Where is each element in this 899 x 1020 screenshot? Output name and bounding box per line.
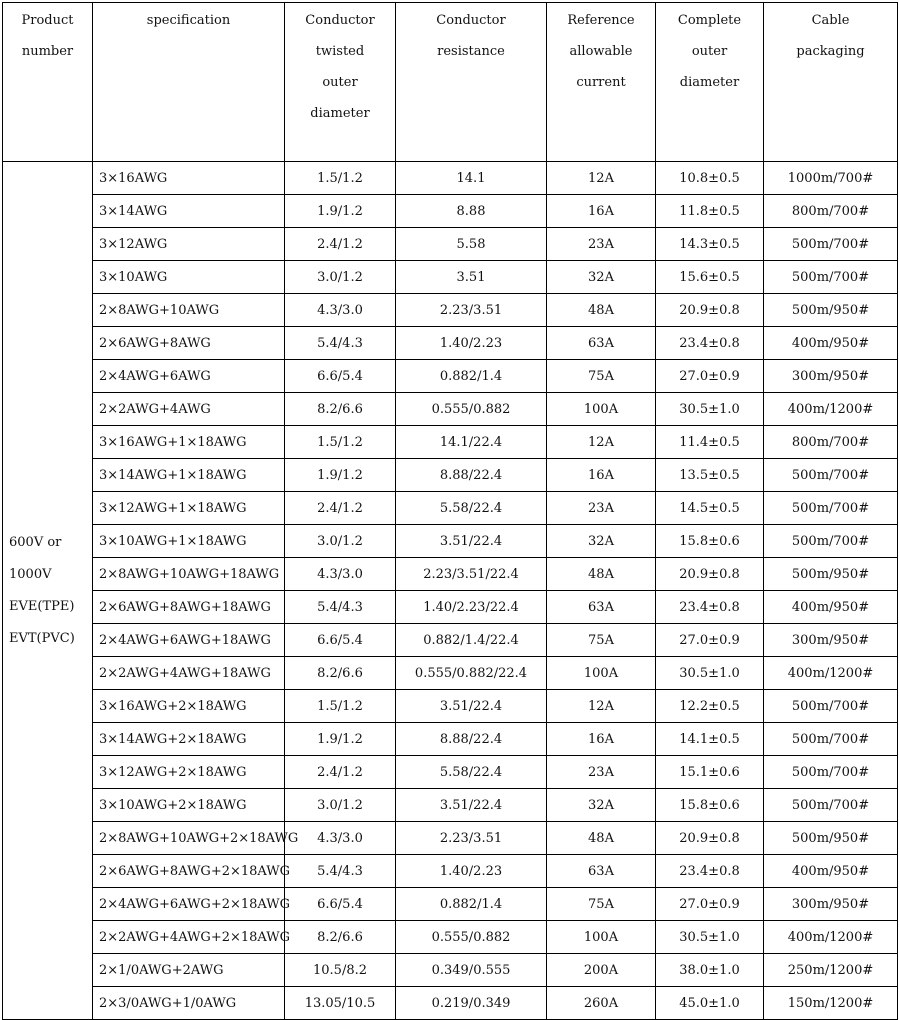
resistance-cell: 0.349/0.555 (396, 954, 547, 987)
table-row (3, 987, 898, 1020)
table-row (3, 525, 898, 558)
packaging-cell: 400m/950# (764, 591, 898, 624)
outer-diameter-cell: 14.5±0.5 (656, 492, 764, 525)
packaging-cell: 500m/950# (764, 294, 898, 327)
resistance-cell: 0.555/0.882 (396, 921, 547, 954)
specification-cell: 2×2AWG+4AWG+2×18AWG (93, 921, 285, 954)
twisted-diameter-cell: 6.6/5.4 (285, 888, 396, 921)
current-cell: 32A (547, 525, 656, 558)
table-row (3, 888, 898, 921)
specification-cell: 2×4AWG+6AWG+2×18AWG (93, 888, 285, 921)
specification-cell: 2×6AWG+8AWG+2×18AWG (93, 855, 285, 888)
resistance-cell: 0.555/0.882 (396, 393, 547, 426)
resistance-cell: 0.555/0.882/22.4 (396, 657, 547, 690)
product-number-cell (3, 162, 93, 1020)
resistance-cell: 8.88 (396, 195, 547, 228)
table-row (3, 327, 898, 360)
specification-cell: 2×2AWG+4AWG (93, 393, 285, 426)
resistance-cell: 14.1 (396, 162, 547, 195)
table-row (3, 195, 898, 228)
header-complete-outer-diameter: Complete outer diameter (656, 3, 764, 162)
specification-cell: 3×10AWG (93, 261, 285, 294)
specification-cell: 2×4AWG+6AWG (93, 360, 285, 393)
current-cell: 16A (547, 459, 656, 492)
packaging-cell: 500m/700# (764, 756, 898, 789)
packaging-cell: 300m/950# (764, 360, 898, 393)
twisted-diameter-cell: 6.6/5.4 (285, 360, 396, 393)
packaging-cell: 500m/700# (764, 459, 898, 492)
current-cell: 12A (547, 426, 656, 459)
outer-diameter-cell: 20.9±0.8 (656, 294, 764, 327)
outer-diameter-cell: 30.5±1.0 (656, 921, 764, 954)
specification-cell: 3×12AWG+1×18AWG (93, 492, 285, 525)
current-cell: 48A (547, 294, 656, 327)
twisted-diameter-cell: 10.5/8.2 (285, 954, 396, 987)
twisted-diameter-cell: 1.5/1.2 (285, 690, 396, 723)
packaging-cell: 500m/950# (764, 558, 898, 591)
outer-diameter-cell: 10.8±0.5 (656, 162, 764, 195)
packaging-cell: 800m/700# (764, 195, 898, 228)
current-cell: 16A (547, 723, 656, 756)
resistance-cell: 0.882/1.4 (396, 360, 547, 393)
twisted-diameter-cell: 2.4/1.2 (285, 756, 396, 789)
header-conductor-resistance: Conductor resistance (396, 3, 547, 162)
current-cell: 32A (547, 261, 656, 294)
specification-cell: 2×8AWG+10AWG+2×18AWG (93, 822, 285, 855)
resistance-cell: 1.40/2.23/22.4 (396, 591, 547, 624)
twisted-diameter-cell: 3.0/1.2 (285, 525, 396, 558)
current-cell: 100A (547, 921, 656, 954)
table-body (3, 162, 898, 1020)
packaging-cell: 400m/950# (764, 855, 898, 888)
twisted-diameter-cell: 1.9/1.2 (285, 723, 396, 756)
twisted-diameter-cell: 1.5/1.2 (285, 426, 396, 459)
twisted-diameter-cell: 1.9/1.2 (285, 195, 396, 228)
header-specification: specification (93, 3, 285, 162)
product-line: EVE(TPE) (9, 598, 75, 614)
outer-diameter-cell: 15.8±0.6 (656, 789, 764, 822)
table-row (3, 822, 898, 855)
twisted-diameter-cell: 13.05/10.5 (285, 987, 396, 1020)
twisted-diameter-cell: 4.3/3.0 (285, 558, 396, 591)
specification-cell: 2×4AWG+6AWG+18AWG (93, 624, 285, 657)
current-cell: 23A (547, 492, 656, 525)
current-cell: 48A (547, 822, 656, 855)
twisted-diameter-cell: 5.4/4.3 (285, 855, 396, 888)
twisted-diameter-cell: 1.9/1.2 (285, 459, 396, 492)
specification-cell: 2×6AWG+8AWG (93, 327, 285, 360)
current-cell: 200A (547, 954, 656, 987)
table-row (3, 855, 898, 888)
outer-diameter-cell: 23.4±0.8 (656, 591, 764, 624)
resistance-cell: 3.51/22.4 (396, 789, 547, 822)
twisted-diameter-cell: 1.5/1.2 (285, 162, 396, 195)
resistance-cell: 8.88/22.4 (396, 723, 547, 756)
twisted-diameter-cell: 4.3/3.0 (285, 822, 396, 855)
table-row (3, 393, 898, 426)
table-row (3, 789, 898, 822)
current-cell: 48A (547, 558, 656, 591)
packaging-cell: 300m/950# (764, 624, 898, 657)
product-line: 600V or (9, 534, 62, 550)
current-cell: 63A (547, 327, 656, 360)
specification-cell: 3×14AWG+1×18AWG (93, 459, 285, 492)
packaging-cell: 400m/1200# (764, 393, 898, 426)
table-row (3, 459, 898, 492)
packaging-cell: 300m/950# (764, 888, 898, 921)
outer-diameter-cell: 12.2±0.5 (656, 690, 764, 723)
specification-cell: 3×10AWG+1×18AWG (93, 525, 285, 558)
outer-diameter-cell: 15.1±0.6 (656, 756, 764, 789)
resistance-cell: 3.51/22.4 (396, 525, 547, 558)
twisted-diameter-cell: 5.4/4.3 (285, 591, 396, 624)
current-cell: 75A (547, 624, 656, 657)
packaging-cell: 1000m/700# (764, 162, 898, 195)
packaging-cell: 500m/950# (764, 822, 898, 855)
outer-diameter-cell: 45.0±1.0 (656, 987, 764, 1020)
current-cell: 32A (547, 789, 656, 822)
outer-diameter-cell: 23.4±0.8 (656, 327, 764, 360)
twisted-diameter-cell: 3.0/1.2 (285, 261, 396, 294)
specification-cell: 3×16AWG+2×18AWG (93, 690, 285, 723)
packaging-cell: 500m/700# (764, 789, 898, 822)
table-row (3, 426, 898, 459)
packaging-cell: 400m/1200# (764, 657, 898, 690)
specification-cell: 2×6AWG+8AWG+18AWG (93, 591, 285, 624)
table-header (3, 3, 898, 162)
specification-cell: 2×8AWG+10AWG (93, 294, 285, 327)
outer-diameter-cell: 27.0±0.9 (656, 624, 764, 657)
packaging-cell: 500m/700# (764, 723, 898, 756)
table-row (3, 162, 898, 195)
resistance-cell: 2.23/3.51 (396, 822, 547, 855)
current-cell: 75A (547, 360, 656, 393)
outer-diameter-cell: 30.5±1.0 (656, 393, 764, 426)
table-row (3, 591, 898, 624)
outer-diameter-cell: 30.5±1.0 (656, 657, 764, 690)
current-cell: 16A (547, 195, 656, 228)
outer-diameter-cell: 20.9±0.8 (656, 558, 764, 591)
twisted-diameter-cell: 3.0/1.2 (285, 789, 396, 822)
current-cell: 12A (547, 162, 656, 195)
current-cell: 23A (547, 756, 656, 789)
product-line: 1000V (9, 566, 52, 582)
current-cell: 12A (547, 690, 656, 723)
specification-cell: 3×16AWG+1×18AWG (93, 426, 285, 459)
resistance-cell: 0.882/1.4 (396, 888, 547, 921)
twisted-diameter-cell: 8.2/6.6 (285, 393, 396, 426)
table-row (3, 723, 898, 756)
outer-diameter-cell: 38.0±1.0 (656, 954, 764, 987)
packaging-cell: 150m/1200# (764, 987, 898, 1020)
twisted-diameter-cell: 8.2/6.6 (285, 921, 396, 954)
table-row (3, 756, 898, 789)
header-twisted-outer-diameter: Conductor twisted outer diameter (285, 3, 396, 162)
twisted-diameter-cell: 6.6/5.4 (285, 624, 396, 657)
outer-diameter-cell: 27.0±0.9 (656, 888, 764, 921)
packaging-cell: 250m/1200# (764, 954, 898, 987)
table-row (3, 228, 898, 261)
resistance-cell: 0.219/0.349 (396, 987, 547, 1020)
resistance-cell: 14.1/22.4 (396, 426, 547, 459)
table-row (3, 921, 898, 954)
outer-diameter-cell: 27.0±0.9 (656, 360, 764, 393)
current-cell: 63A (547, 591, 656, 624)
specification-cell: 2×1/0AWG+2AWG (93, 954, 285, 987)
current-cell: 75A (547, 888, 656, 921)
packaging-cell: 500m/700# (764, 261, 898, 294)
specification-cell: 3×14AWG+2×18AWG (93, 723, 285, 756)
header-allowable-current: Reference allowable current (547, 3, 656, 162)
packaging-cell: 500m/700# (764, 525, 898, 558)
outer-diameter-cell: 15.6±0.5 (656, 261, 764, 294)
twisted-diameter-cell: 4.3/3.0 (285, 294, 396, 327)
resistance-cell: 5.58 (396, 228, 547, 261)
current-cell: 100A (547, 393, 656, 426)
outer-diameter-cell: 11.8±0.5 (656, 195, 764, 228)
header-row (3, 3, 898, 162)
table-row (3, 624, 898, 657)
resistance-cell: 8.88/22.4 (396, 459, 547, 492)
specification-cell: 3×14AWG (93, 195, 285, 228)
specification-cell: 3×12AWG+2×18AWG (93, 756, 285, 789)
current-cell: 100A (547, 657, 656, 690)
current-cell: 23A (547, 228, 656, 261)
outer-diameter-cell: 13.5±0.5 (656, 459, 764, 492)
packaging-cell: 500m/700# (764, 492, 898, 525)
resistance-cell: 1.40/2.23 (396, 327, 547, 360)
twisted-diameter-cell: 5.4/4.3 (285, 327, 396, 360)
current-cell: 260A (547, 987, 656, 1020)
table-row (3, 954, 898, 987)
resistance-cell: 2.23/3.51 (396, 294, 547, 327)
outer-diameter-cell: 20.9±0.8 (656, 822, 764, 855)
packaging-cell: 400m/1200# (764, 921, 898, 954)
specification-cell: 3×16AWG (93, 162, 285, 195)
table-row (3, 261, 898, 294)
packaging-cell: 800m/700# (764, 426, 898, 459)
resistance-cell: 3.51 (396, 261, 547, 294)
specification-cell: 2×2AWG+4AWG+18AWG (93, 657, 285, 690)
twisted-diameter-cell: 2.4/1.2 (285, 228, 396, 261)
table-row (3, 492, 898, 525)
outer-diameter-cell: 11.4±0.5 (656, 426, 764, 459)
specification-cell: 2×3/0AWG+1/0AWG (93, 987, 285, 1020)
table-row (3, 294, 898, 327)
current-cell: 63A (547, 855, 656, 888)
outer-diameter-cell: 23.4±0.8 (656, 855, 764, 888)
table-row (3, 360, 898, 393)
specification-cell: 3×10AWG+2×18AWG (93, 789, 285, 822)
table-row (3, 558, 898, 591)
header-cable-packaging: Cable packaging (764, 3, 898, 162)
resistance-cell: 5.58/22.4 (396, 492, 547, 525)
packaging-cell: 500m/700# (764, 228, 898, 261)
outer-diameter-cell: 15.8±0.6 (656, 525, 764, 558)
resistance-cell: 5.58/22.4 (396, 756, 547, 789)
outer-diameter-cell: 14.3±0.5 (656, 228, 764, 261)
resistance-cell: 2.23/3.51/22.4 (396, 558, 547, 591)
outer-diameter-cell: 14.1±0.5 (656, 723, 764, 756)
header-product-number: Product number (3, 3, 93, 162)
resistance-cell: 3.51/22.4 (396, 690, 547, 723)
cable-spec-table (2, 2, 898, 1020)
twisted-diameter-cell: 8.2/6.6 (285, 657, 396, 690)
twisted-diameter-cell: 2.4/1.2 (285, 492, 396, 525)
resistance-cell: 1.40/2.23 (396, 855, 547, 888)
product-line: EVT(PVC) (9, 630, 75, 646)
packaging-cell: 400m/950# (764, 327, 898, 360)
specification-cell: 2×8AWG+10AWG+18AWG (93, 558, 285, 591)
specification-cell: 3×12AWG (93, 228, 285, 261)
table-row (3, 657, 898, 690)
resistance-cell: 0.882/1.4/22.4 (396, 624, 547, 657)
packaging-cell: 500m/700# (764, 690, 898, 723)
table-row (3, 690, 898, 723)
